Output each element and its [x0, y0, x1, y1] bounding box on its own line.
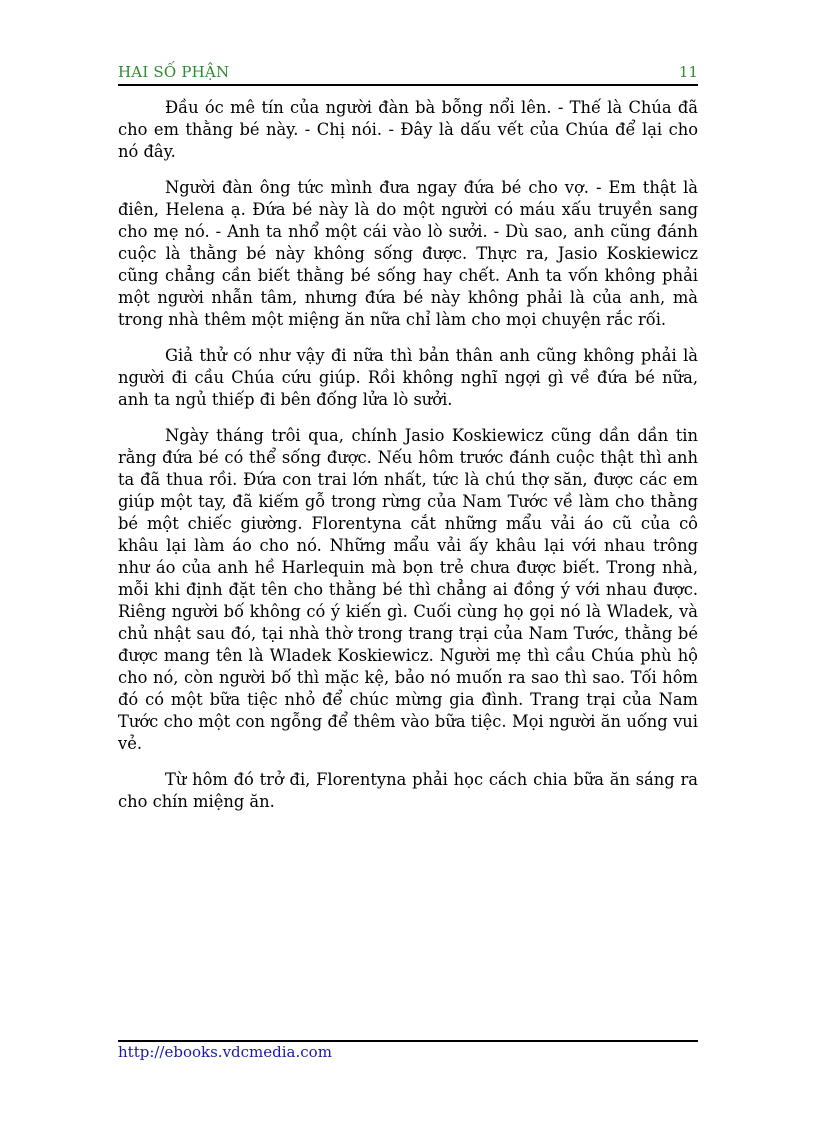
page-content: [118, 97, 698, 827]
footer-divider: [118, 1040, 698, 1042]
page-header: [118, 60, 698, 86]
page-number: 11: [678, 63, 698, 81]
paragraph: Ngày tháng trôi qua, chính Jasio Koskiewicz cũng dần dần tin rằng đứa bé có thể sống được. Nếu hôm trước đánh cuộc thật thì anh ta đã thua rồi. Đứa con trai lớn nhất, tức là chú thợ săn, được các em giúp một tay, đã kiếm gỗ trong rừng của Nam Tước về làm cho thằng bé một chiếc giường. Florentyna cắt những mẩu vải áo cũ của cô khâu lại làm áo cho nó. Những mẩu vải ấy khâu lại với nhau trông như áo của anh hề Harlequin mà bọn trẻ chưa được biết. Trong nhà, mỗi khi định đặt tên cho thằng bé thì chẳng ai đồng ý với nhau được. Riêng người bố không có ý kiến gì. Cuối cùng họ gọi nó là Wladek, và chủ nhật sau đó, tại nhà thờ trong trang trại của Nam Tước, thằng bé được mang tên là Wladek Koskiewicz. Người mẹ thì cầu Chúa phù hộ cho nó, còn người bố thì mặc kệ, bảo nó muốn ra sao thì sao. Tối hôm đó có một bữa tiệc nhỏ để chúc mừng gia đình. Trang trại của Nam Tước cho một con ngỗng để thêm vào bữa tiệc. Mọi người ăn uống vui vẻ.: [118, 426, 698, 753]
paragraph: Người đàn ông tức mình đưa ngay đứa bé cho vợ. - Em thật là điên, Helena ạ. Đứa bé này là do một người có máu xấu truyền sang cho mẹ nó. - Anh ta nhổ một cái vào lò sưởi. - Dù sao, anh cũng đánh cuộc là thằng bé này không sống được. Thực ra, Jasio Koskiewicz cũng chẳng cần biết thằng bé sống hay chết. Anh ta vốn không phải một người nhẫn tâm, nhưng đứa bé này không phải là của anh, mà trong nhà thêm một miệng ăn nữa chỉ làm cho mọi chuyện rắc rối.: [118, 178, 698, 329]
paragraph: Giả thử có như vậy đi nữa thì bản thân anh cũng không phải là người đi cầu Chúa cứu giúp. Rồi không nghĩ ngợi gì về đứa bé nữa, anh ta ngủ thiếp đi bên đống lửa lò sưởi.: [118, 346, 698, 409]
paragraph: Từ hôm đó trở đi, Florentyna phải học cách chia bữa ăn sáng ra cho chín miệng ăn.: [118, 770, 698, 811]
footer-url-link[interactable]: http://ebooks.vdcmedia.com: [118, 1043, 332, 1061]
paragraph: Đầu óc mê tín của người đàn bà bỗng nổi lên. - Thế là Chúa đã cho em thằng bé này. - Chị nói. - Đây là dấu vết của Chúa để lại cho nó đây.: [118, 98, 698, 161]
book-title: HAI SỐ PHẬN: [118, 63, 230, 81]
